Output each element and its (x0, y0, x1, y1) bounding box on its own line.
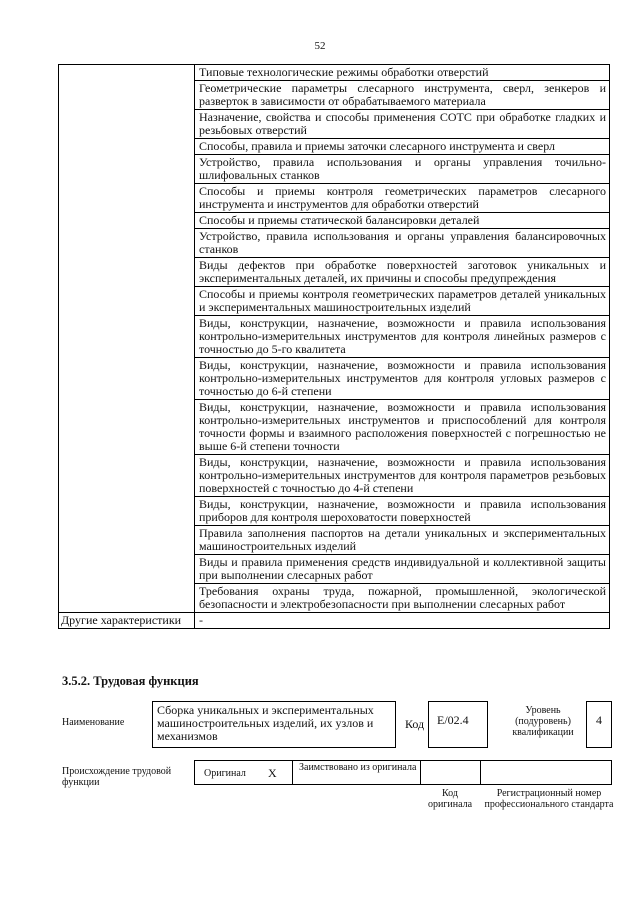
section-title: 3.5.2. Трудовая функция (62, 674, 199, 688)
code-value: E/02.4 (437, 713, 469, 727)
knowledge-item: Виды, конструкции, назначение, возможности и правила использования контрольно-измерительных инструментов для контроля параметров резьбовых поверхностей с точностью до 4-й степени (195, 455, 610, 497)
knowledge-item: Виды дефектов при обработке поверхностей заготовок уникальных и экспериментальных деталей, их причины и способы предупреждения (195, 258, 610, 287)
code-box (428, 701, 488, 748)
knowledge-item: Виды, конструкции, назначение, возможности и правила использования контрольно-измерительных инструментов и приспособлений для контроля точности формы и взаимного расположения поверхностей с погрешностью не выше 6-й степени точности (195, 400, 610, 455)
function-name-value: Сборка уникальных и экспериментальных машиностроительных изделий, их узлов и механизмов (157, 703, 374, 743)
level-value: 4 (596, 713, 602, 727)
reg-number-caption: Регистрационный номер профессионального стандарта (484, 788, 614, 810)
page-number: 52 (314, 40, 326, 52)
knowledge-item: Типовые технологические режимы обработки отверстий (195, 65, 610, 81)
knowledge-item: Устройство, правила использования и органы управления точильно-шлифовальных станков (195, 155, 610, 184)
knowledge-item: Назначение, свойства и способы применения СОТС при обработке гладких и резьбовых отверстий (195, 110, 610, 139)
knowledge-item: Геометрические параметры слесарного инструмента, сверл, зенкеров и разверток в зависимости от обрабатываемого материала (195, 81, 610, 110)
knowledge-item: Устройство, правила использования и органы управления балансировочных станков (195, 229, 610, 258)
name-label: Наименование (62, 717, 125, 728)
function-name-box (152, 701, 396, 748)
other-characteristics-row (59, 613, 610, 629)
other-characteristics-value: - (195, 613, 610, 629)
knowledge-item: Способы и приемы статической балансировки деталей (195, 213, 610, 229)
knowledge-item: Способы и приемы контроля геометрических параметров деталей уникальных и экспериментальных машиностроительных изделий (195, 287, 610, 316)
knowledge-label-cell (59, 65, 195, 613)
original-code-caption: Код оригинала (427, 788, 473, 810)
borrowed-label: Заимствовано из оригинала (299, 762, 417, 773)
origin-label: Происхождение трудовой функции (62, 766, 172, 788)
origin-divider (420, 760, 421, 785)
table-row (59, 65, 610, 81)
knowledge-item: Способы, правила и приемы заточки слесарного инструмента и сверл (195, 139, 610, 155)
origin-divider (480, 760, 481, 785)
knowledge-item: Правила заполнения паспортов на детали уникальных и экспериментальных машиностроительных изделий (195, 526, 610, 555)
knowledge-item: Требования охраны труда, пожарной, промышленной, экологической безопасности и электробезопасности при выполнении слесарных работ (195, 584, 610, 613)
knowledge-item: Виды, конструкции, назначение, возможности и правила использования контрольно-измерительных инструментов для контроля угловых размеров с точностью до 6-й степени (195, 358, 610, 400)
code-label: Код (405, 717, 425, 731)
knowledge-table (58, 64, 610, 629)
knowledge-item: Способы и приемы контроля геометрических параметров слесарного инструмента и инструментов для обработки отверстий (195, 184, 610, 213)
knowledge-item: Виды, конструкции, назначение, возможности и правила использования контрольно-измерительных инструментов для контроля линейных размеров с точностью до 5-го квалитета (195, 316, 610, 358)
original-label: Оригинал (204, 768, 246, 779)
level-label: Уровень (подуровень) квалификации (512, 705, 574, 738)
other-characteristics-label: Другие характеристики (59, 613, 195, 629)
knowledge-item: Виды и правила применения средств индивидуальной и коллективной защиты при выполнении слесарных работ (195, 555, 610, 584)
original-mark: X (268, 766, 277, 780)
knowledge-item: Виды, конструкции, назначение, возможности и правила использования приборов для контроля шероховатости поверхностей (195, 497, 610, 526)
level-box (586, 701, 612, 748)
origin-divider (292, 760, 293, 785)
